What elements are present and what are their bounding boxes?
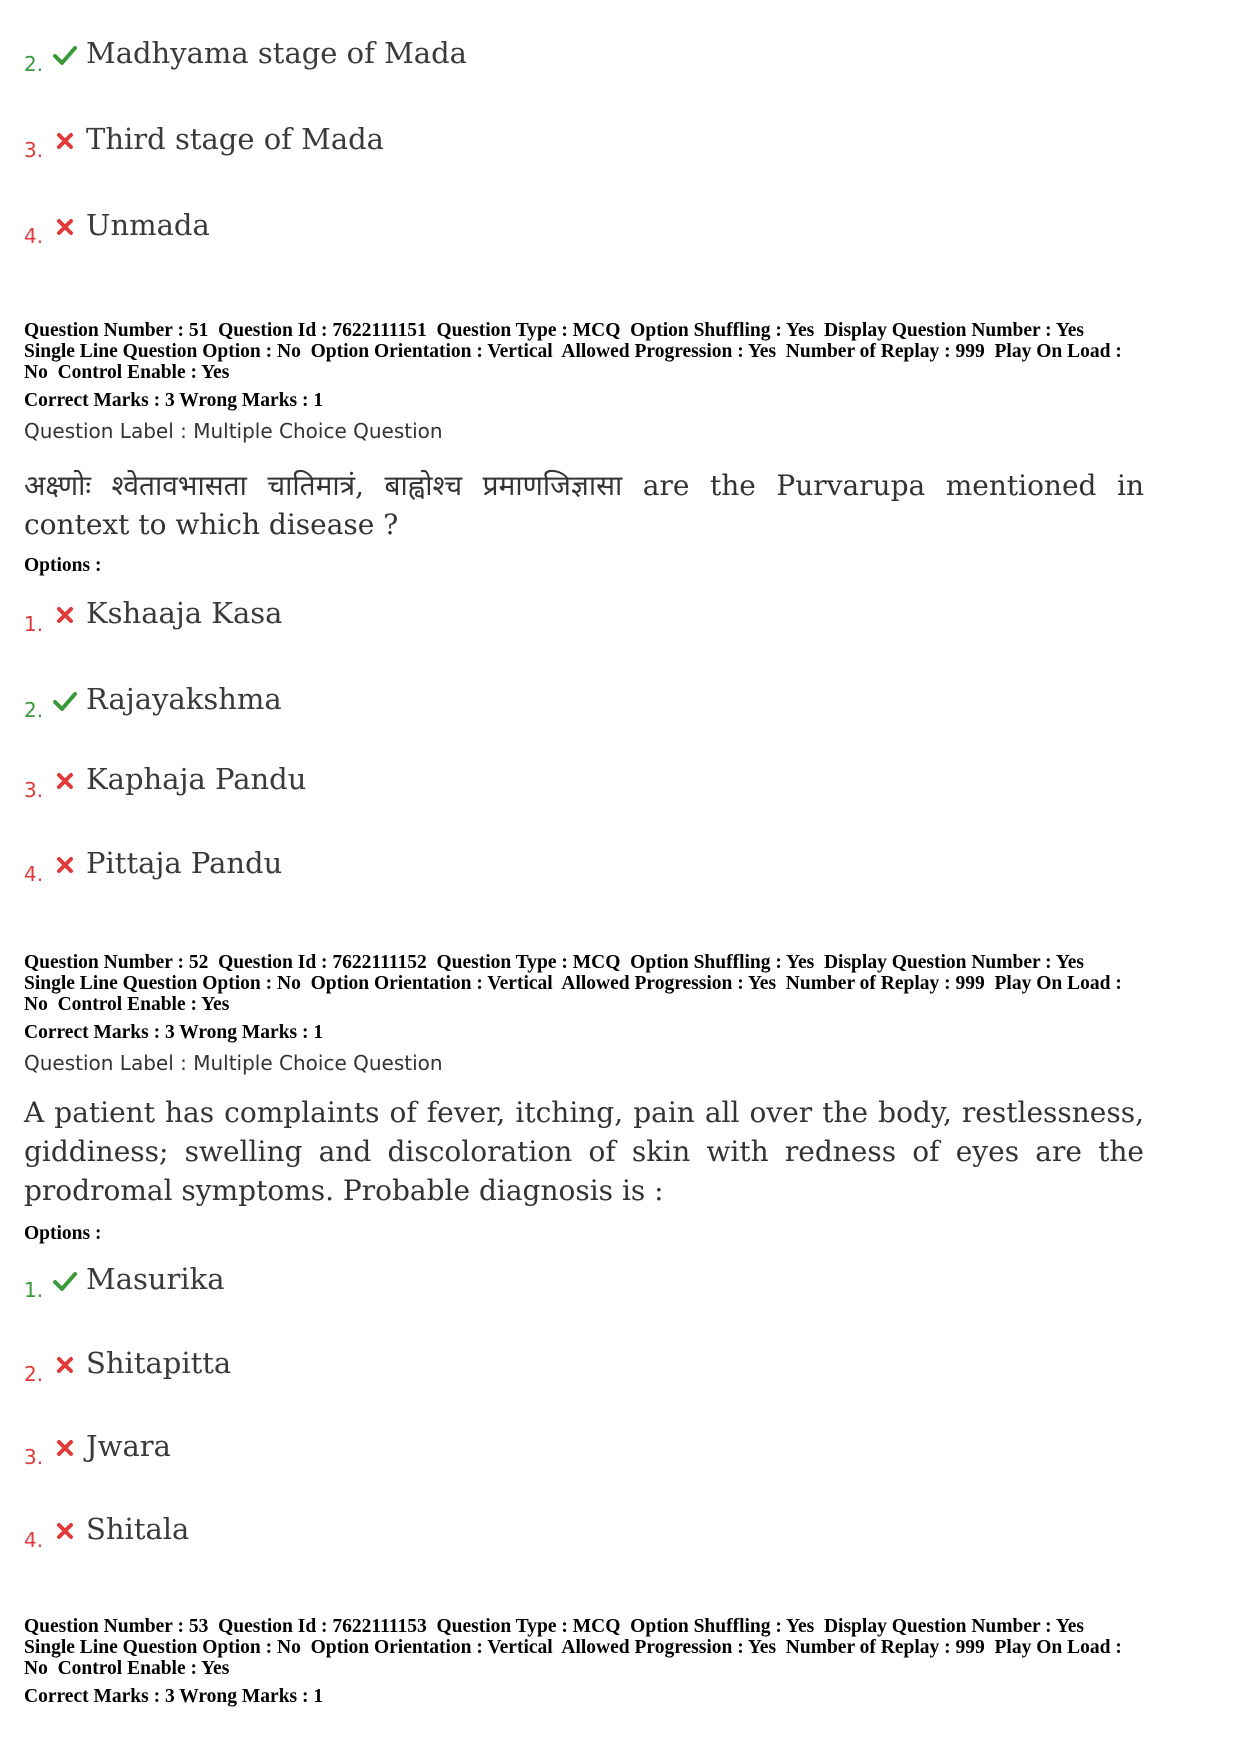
question-marks: Correct Marks : 3 Wrong Marks : 1 — [24, 390, 324, 411]
cross-icon — [52, 128, 78, 154]
cross-icon — [52, 1518, 78, 1544]
question-meta: Question Number : 51 Question Id : 7622111151 Question Type : MCQ Option Shuffling : Yes Display Question Number : Yes Single Line Question Option : No Option Orientation : Vertical Allowed Progression : Yes Number of Replay : 999 Play On Load : No Control Enable : Yes — [24, 320, 1122, 383]
option-text: Kaphaja Pandu — [86, 762, 307, 796]
question-meta: Question Number : 52 Question Id : 7622111152 Question Type : MCQ Option Shuffling : Yes Display Question Number : Yes Single Line Question Option : No Option Orientation : Vertical Allowed Progression : Yes Number of Replay : 999 Play On Load : No Control Enable : Yes — [24, 952, 1122, 1015]
option-text: Madhyama stage of Mada — [86, 36, 467, 70]
option-number: 2. — [24, 698, 44, 722]
option-text: Kshaaja Kasa — [86, 596, 283, 630]
option-text: Third stage of Mada — [86, 122, 384, 156]
question-marks: Correct Marks : 3 Wrong Marks : 1 — [24, 1686, 324, 1707]
check-icon — [52, 688, 78, 714]
cross-icon — [52, 768, 78, 794]
option-text: Rajayakshma — [86, 682, 282, 716]
option-number: 3. — [24, 778, 44, 802]
cross-icon — [52, 214, 78, 240]
question-text: A patient has complaints of fever, itching, pain all over the body, restlessness, giddiness; swelling and discoloration of skin with redness of eyes are the prodromal symptoms. Probable diagnosis is : — [24, 1096, 1144, 1207]
option-number: 4. — [24, 1528, 44, 1552]
question-label: Question Label : Multiple Choice Question — [24, 1051, 443, 1075]
option-number: 1. — [24, 1278, 44, 1302]
option-number: 3. — [24, 138, 44, 162]
option-text: Jwara — [86, 1429, 171, 1463]
option-text: Masurika — [86, 1262, 225, 1296]
option-number: 4. — [24, 862, 44, 886]
option-number: 3. — [24, 1445, 44, 1469]
option-text: Shitapitta — [86, 1346, 232, 1380]
option-text: Unmada — [86, 208, 210, 242]
check-icon — [52, 1268, 78, 1294]
options-label: Options : — [24, 555, 102, 576]
cross-icon — [52, 602, 78, 628]
option-number: 4. — [24, 224, 44, 248]
option-number: 1. — [24, 612, 44, 636]
check-icon — [52, 42, 78, 68]
option-number: 2. — [24, 1362, 44, 1386]
question-meta: Question Number : 53 Question Id : 7622111153 Question Type : MCQ Option Shuffling : Yes Display Question Number : Yes Single Line Question Option : No Option Orientation : Vertical Allowed Progression : Yes Number of Replay : 999 Play On Load : No Control Enable : Yes — [24, 1616, 1122, 1679]
cross-icon — [52, 1435, 78, 1461]
question-text: अक्ष्णोः श्वेतावभासता चातिमात्रं, बाह्वोश्च प्रमाणजिज्ञासा are the Purvarupa mentioned in context to which disease ? — [24, 469, 1144, 541]
option-text: Pittaja Pandu — [86, 846, 283, 880]
cross-icon — [52, 1352, 78, 1378]
option-number: 2. — [24, 52, 44, 76]
question-label: Question Label : Multiple Choice Question — [24, 419, 443, 443]
cross-icon — [52, 852, 78, 878]
option-text: Shitala — [86, 1512, 190, 1546]
question-marks: Correct Marks : 3 Wrong Marks : 1 — [24, 1022, 324, 1043]
options-label: Options : — [24, 1223, 102, 1244]
